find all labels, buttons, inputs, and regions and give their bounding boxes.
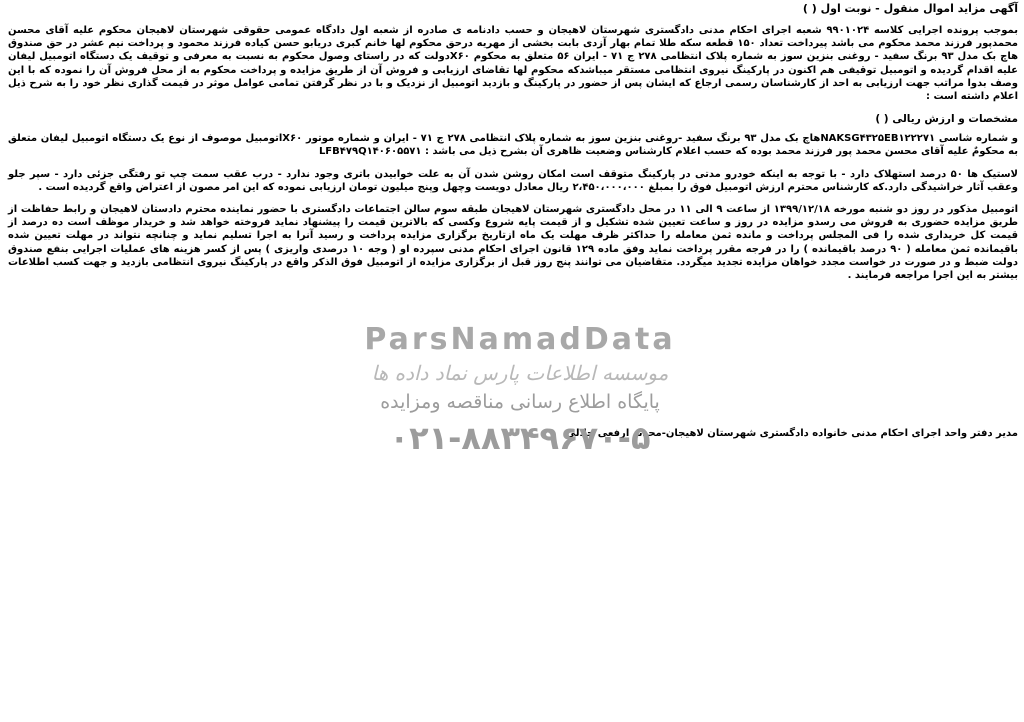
watermark-phone: ۰۲۱-۸۸۳۴۹۶۷۰-۵ [389, 419, 651, 457]
watermark-description: پایگاه اطلاع رسانی مناقصه ومزایده [380, 391, 660, 413]
specs-subheading: مشخصات و ارزش ریالی ( ) [875, 113, 1018, 126]
watermark-site-name: ParsNamadData [364, 322, 676, 357]
notice-heading: آگهی مزاید اموال منقول - نوبت اول ( ) [802, 2, 1018, 15]
condition-paragraph: لاستیک ها ۵۰ درصد استهلاک دارد - با توجه به اینکه خودرو مدتی در پارکینگ متوقف است امکان روشن شدن آن به علت خوابیدن باتری وجود ندارد - درب عقب سمت چپ تو رفتگی جزئی دارد - سپر جلو وعقب آثار خراشیدگی دارد.که کارشناس محترم ارزش اتومبیل فوق را بمبلغ ۲،۴۵۰،۰۰۰،۰۰۰ ریال معادل دویست وچهل وپنج میلیون تومان ارزیابی نموده که این امر مصون از اعتراض واقع گردیده است . [8, 168, 1018, 193]
signature-line: مدیر دفتر واحد اجرای احکام مدنی خانواده دادگستری شهرستان لاهیجان-محدثه ارفعی جلالی [565, 428, 1018, 439]
auction-terms-paragraph: اتومبیل مذکور در روز دو شنبه مورخه ۱۳۹۹/۱۲/۱۸ از ساعت ۹ الی ۱۱ در محل دادگستری شهرستان لاهیجان طبقه سوم سالن اجتماعات دادگستری با حضور نماینده محترم دادستان لاهیجان و رابط حفاظت از طریق مزایده حضوری به فروش می رسدو مزایده در روز و ساعت تعیین شده تشکیل و از قیمت پایه شروع وکسی که بالاترین قیمت را پیشنهاد نماید فروخته خواهد شد و خریدار موظف است ده درصد از قیمت کل خریداری شده را فی المجلس پرداخت و مانده ثمن معامله را حداکثر ظرف مهلت یک ماه ازتاریخ برگزاری مزایده پرداخت و رسید آنرا به اجرا تسلیم نماید و چنانچه نتواند در مهلت تعیین شده باقیمانده ثمن معامله ( ۹۰ درصد باقیمانده ) را در فرجه مقرر پرداخت نماید وفق ماده ۱۲۹ قانون اجرای احکام مدنی سپرده او ( وجه ۱۰ درصدی واریزی ) پس از کسر هزینه های عملیات اجرایی بنفع صندوق دولت ضبط و در صورت در خواست مجدد خواهان مزایده تجدید میگردد. متقاضیان می توانند پنج روز قبل از برگزاری مزایده از اتومبیل فوق الذکر واقع در پارکینگ نیروی انتظامی بازدید و جهت کسب اطلاعات بیشتر به این اجرا مراجعه فرمایند . [8, 204, 1019, 282]
watermark-logo-text: موسسه اطلاعات پارس نماد داده ها [371, 361, 669, 385]
vehicle-spec-paragraph: و شماره شاسی NAKSG۴۳۲۵EB۱۲۲۲۷۱هاچ بک مدل ۹۳ برنگ سفید -روغنی بنزین سوز به شماره پلاک انتظامی ۲۷۸ ج ۷۱ - ایران و شماره موتور X۶۰اتومبیل موصوف از نوع یک دستگاه اتومبیل لیفان متعلق به محکومٌ علیه آقای محسن محمد پور فرزند محمد بوده که حسب اعلام کارشناس وضعیت ظاهری آن بشرح ذیل می باشد : LFB۴۷۹Q۱۴۰۶۰۵۵۷۱ [8, 133, 1019, 158]
case-paragraph: بموجب پرونده اجرایی کلاسه ۹۹۰۱۰۲۴ شعبه اجرای احکام مدنی دادگستری شهرستان لاهیجان و حسب دادنامه ی صادره از شعبه اول دادگاه عمومی حقوقی شهرستان لاهیجان محکوم علیه آقای محسن محمدپور فرزند محمد محکوم می باشد پیرداخت تعداد ۱۵۰ قطعه سکه طلا تمام بهار آزدی بابت بخشی از مهریه درحق محکوم لها خانم کبری دریابو حسن کیاده فرزند محمود و پرداخت نیم عشر در حق صندوق هاچ بک مدل ۹۳ برنگ سفید - روغنی بنزین سوز به شماره پلاک انتظامی ۲۷۸ ج ۷۱ - ایران ۵۶ متعلق به محکوم X۶۰دولت که در راستای وصول محکوم به نسبت به معرفی و توقیف یک دستگاه اتومبیل لیفان علیه اقدام گردیده و اتومبیل توقیفی هم اکنون در پارکینگ نیروی انتظامی مستقر میباشدکه محکوم لها تقاضای ارزیابی و فروش آن از طریق مزایده و پرداخت محکوم به از محل فروش آن را نموده که با این وصف بدوا مراتب جهت ارزیابی به احد از کارشناسان رسمی ارجاع که ایشان پس از حضور در پارکینگ و بازدید اتومبیل از نزدیک و با در نظر گرفتن تمامی عوامل موثر در قیمت گذاری نظر خود را به شرح ذیل اعلام داشته است : [8, 25, 1019, 103]
